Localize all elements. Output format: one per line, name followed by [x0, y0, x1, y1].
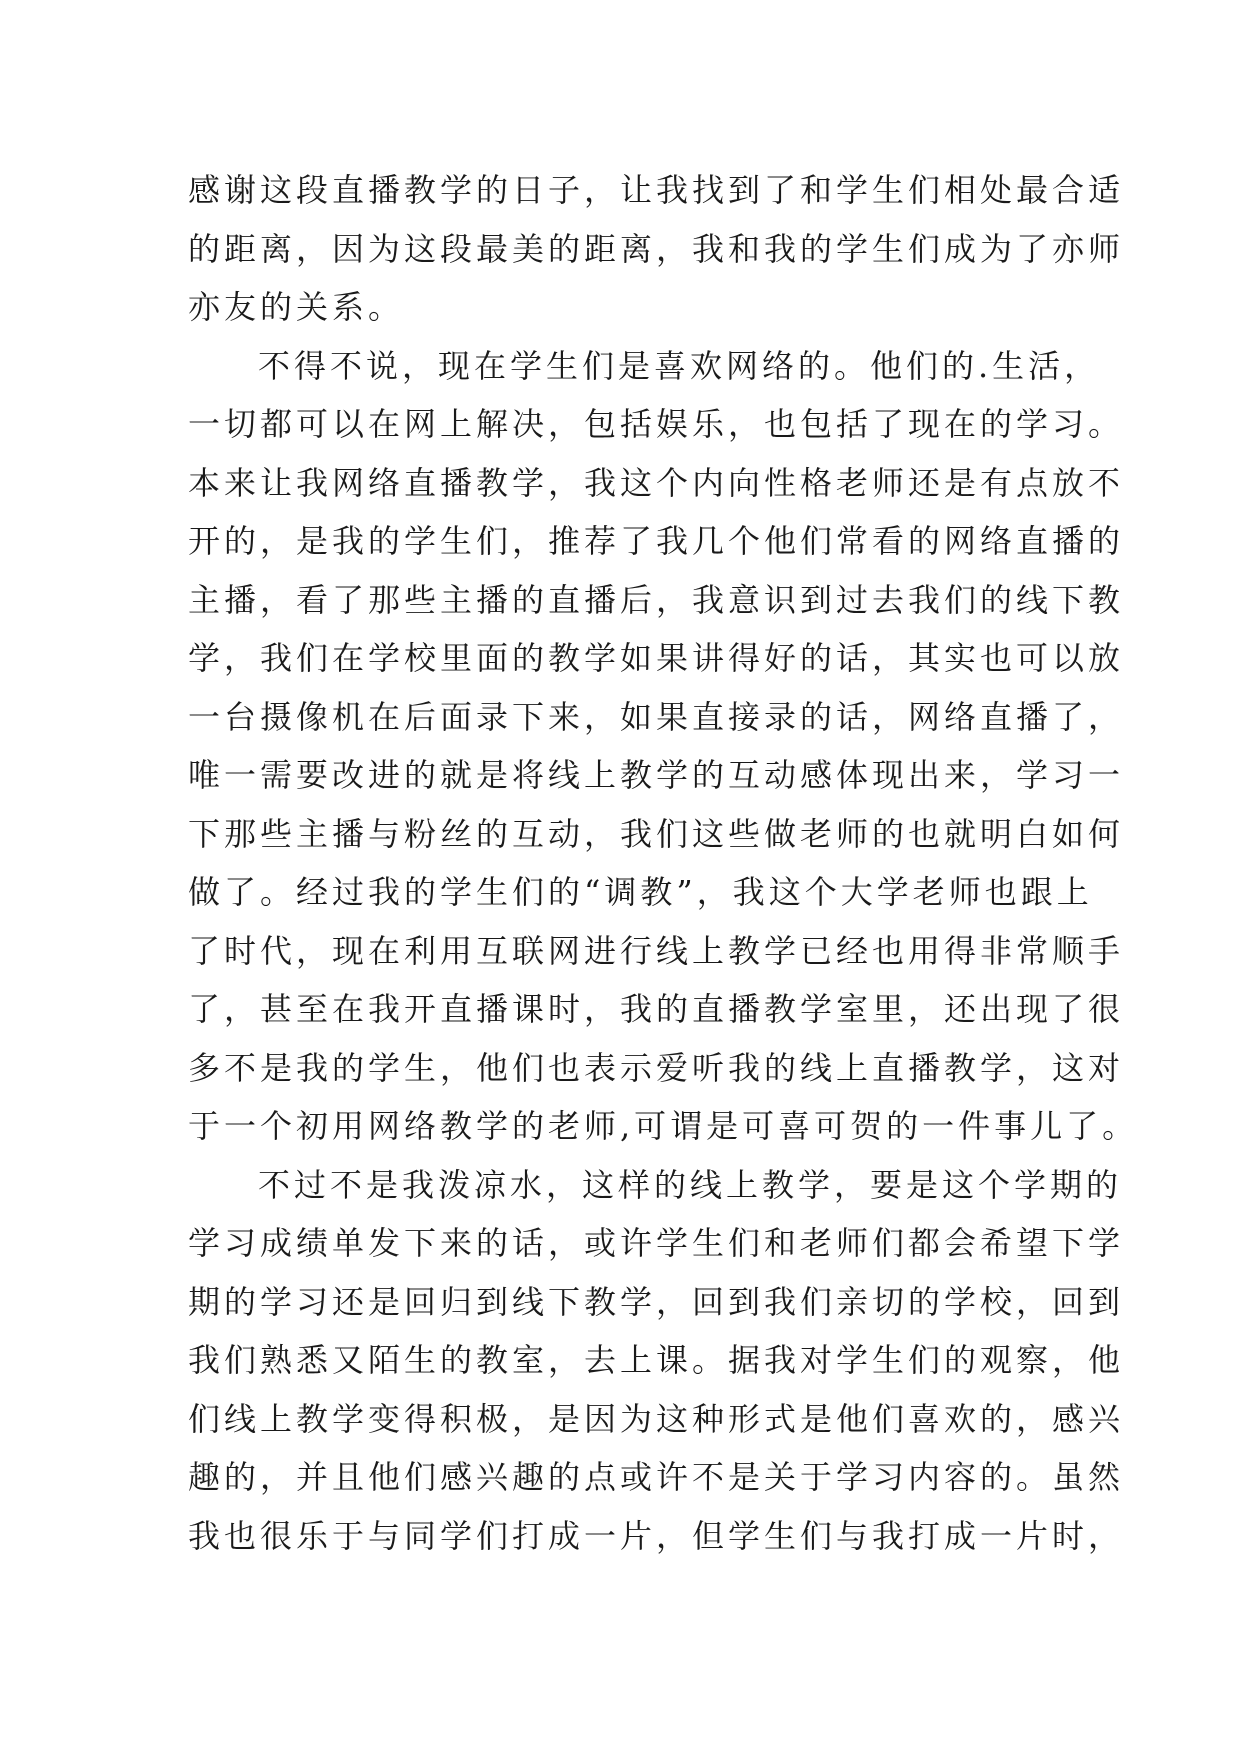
text-line: 本来让我网络直播教学，我这个内向性格老师还是有点放不	[188, 463, 1125, 502]
text-line: 唯一需要改进的就是将线上教学的互动感体现出来，学习一	[188, 756, 1125, 794]
text-line: 们线上教学变得积极，是因为这种形式是他们喜欢的，感兴	[188, 1399, 1125, 1438]
text-line: 不过不是我泼凉水，这样的线上教学，要是这个学期的	[258, 1165, 1123, 1204]
text-line: 下那些主播与粉丝的互动，我们这些做老师的也就明白如何	[188, 814, 1125, 853]
text-line: 多不是我的学生，他们也表示爱听我的线上直播教学，这对	[188, 1048, 1125, 1087]
text-line: 于一个初用网络教学的老师,可谓是可喜可贺的一件事儿了。	[188, 1107, 1139, 1145]
text-line: 做了。经过我的学生们的“调教”，我这个大学老师也跟上	[188, 873, 1093, 911]
text-line: 我们熟悉又陌生的教室，去上课。据我对学生们的观察，他	[188, 1341, 1125, 1379]
document-body	[188, 161, 1139, 1565]
text-line: 开的，是我的学生们，推荐了我几个他们常看的网络直播的	[188, 522, 1125, 560]
text-line: 学，我们在学校里面的教学如果讲得好的话，其实也可以放	[188, 639, 1125, 677]
text-line: 一台摄像机在后面录下来，如果直接录的话，网络直播了，	[188, 697, 1125, 736]
text-line: 了时代，现在利用互联网进行线上教学已经也用得非常顺手	[188, 931, 1125, 970]
text-line: 亦友的关系。	[188, 288, 405, 326]
text-line: 了，甚至在我开直播课时，我的直播教学室里，还出现了很	[188, 990, 1125, 1028]
text-line: 学习成绩单发下来的话，或许学生们和老师们都会希望下学	[188, 1224, 1125, 1262]
text-line: 趣的，并且他们感兴趣的点或许不是关于学习内容的。虽然	[188, 1458, 1125, 1496]
text-line: 的距离，因为这段最美的距离，我和我的学生们成为了亦师	[188, 229, 1125, 268]
text-line: 主播，看了那些主播的直播后，我意识到过去我们的线下教	[188, 580, 1125, 619]
text-line: 期的学习还是回归到线下教学，回到我们亲切的学校，回到	[188, 1282, 1125, 1321]
text-line: 一切都可以在网上解决，包括娱乐，也包括了现在的学习。	[188, 405, 1125, 443]
text-line: 感谢这段直播教学的日子，让我找到了和学生们相处最合适	[188, 171, 1125, 209]
text-line: 我也很乐于与同学们打成一片，但学生们与我打成一片时，	[188, 1516, 1125, 1555]
text-line: 不得不说，现在学生们是喜欢网络的。他们的.生活，	[258, 346, 1101, 385]
